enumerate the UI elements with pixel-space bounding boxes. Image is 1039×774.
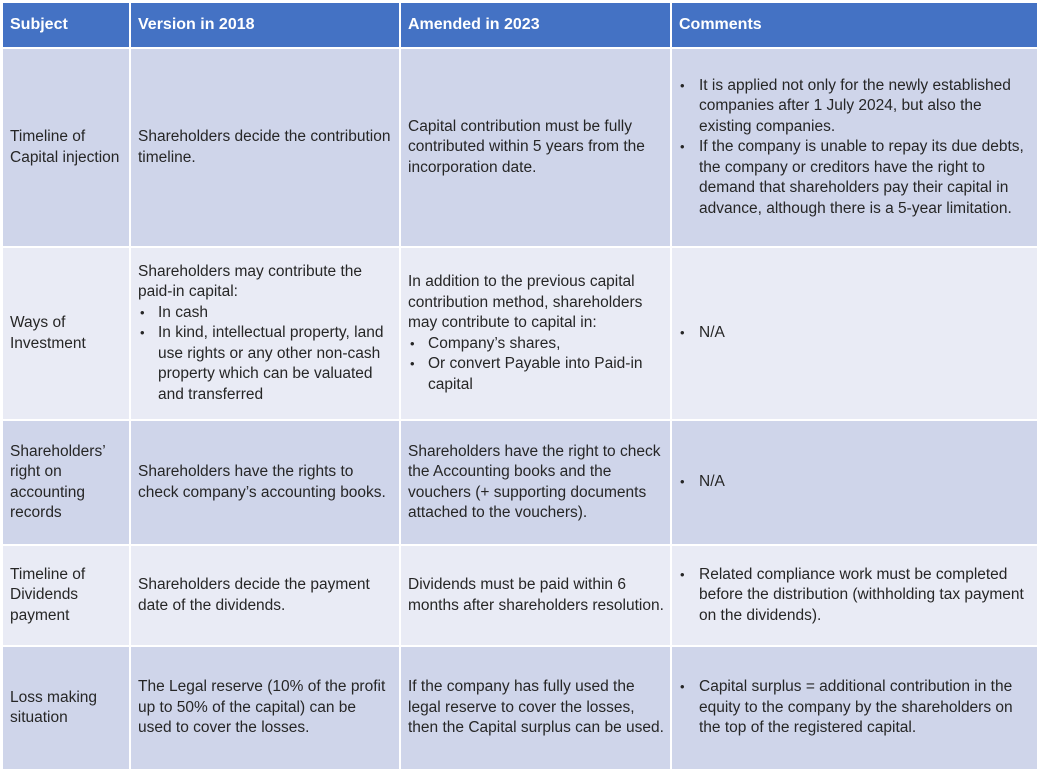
subject-cell: Loss making situation (2, 646, 130, 770)
comments-cell (671, 48, 1038, 247)
bullet-list (138, 303, 393, 406)
comment-item: • Capital surplus = additional contribution in the equity to the company by the shareholders on the top of the registered capital. (678, 677, 1031, 739)
version-2018-cell: Shareholders decide the payment date of the dividends. (130, 545, 400, 646)
comment-item: • N/A (678, 323, 1031, 344)
subject-cell: Ways of Investment (2, 247, 130, 420)
cell-intro-text: In addition to the previous capital contribution method, shareholders may contribute to capital in: (408, 273, 643, 331)
comments-cell (671, 646, 1038, 770)
bullet-item: • In cash (138, 303, 393, 324)
amended-2023-cell (400, 247, 671, 420)
version-2018-cell: The Legal reserve (10% of the profit up to 50% of the capital) can be used to cover the losses. (130, 646, 400, 770)
comment-item: • It is applied not only for the newly established companies after 1 July 2024, but also the existing companies. (678, 76, 1031, 138)
amended-2023-cell: Shareholders have the right to check the Accounting books and the vouchers (+ supporting documents attached to the vouchers). (400, 420, 671, 545)
table-row (2, 545, 1038, 646)
header-version-2018: Version in 2018 (130, 2, 400, 48)
table-row (2, 247, 1038, 420)
comments-list (678, 565, 1031, 627)
header-subject: Subject (2, 2, 130, 48)
subject-cell: Timeline of Capital injection (2, 48, 130, 247)
header-comments: Comments (671, 2, 1038, 48)
amended-2023-cell: If the company has fully used the legal reserve to cover the losses, then the Capital surplus can be used. (400, 646, 671, 770)
comments-list (678, 323, 1031, 344)
table-row (2, 48, 1038, 247)
bullet-item: • Or convert Payable into Paid-in capital (408, 354, 664, 395)
comment-item: • N/A (678, 472, 1031, 493)
comparison-table (1, 1, 1039, 771)
bullet-item: • In kind, intellectual property, land use rights or any other non-cash property which can be valuated and transferred (138, 323, 393, 405)
comments-list (678, 677, 1031, 739)
amended-2023-cell: Capital contribution must be fully contributed within 5 years from the incorporation date. (400, 48, 671, 247)
comment-item: • If the company is unable to repay its due debts, the company or creditors have the right to demand that shareholders pay their capital in advance, although there is a 5-year limitation. (678, 137, 1031, 219)
version-2018-cell: Shareholders decide the contribution timeline. (130, 48, 400, 247)
bullet-item: • Company’s shares, (408, 334, 664, 355)
amended-2023-cell: Dividends must be paid within 6 months after shareholders resolution. (400, 545, 671, 646)
comments-cell (671, 545, 1038, 646)
table-row (2, 420, 1038, 545)
comments-cell (671, 247, 1038, 420)
header-amended-2023: Amended in 2023 (400, 2, 671, 48)
subject-cell: Timeline of Dividends payment (2, 545, 130, 646)
version-2018-cell (130, 247, 400, 420)
subject-cell: Shareholders’ right on accounting records (2, 420, 130, 545)
header-row (2, 2, 1038, 48)
comments-list (678, 472, 1031, 493)
comment-item: • Related compliance work must be completed before the distribution (withholding tax payment on the dividends). (678, 565, 1031, 627)
comments-list (678, 76, 1031, 220)
table-row (2, 646, 1038, 770)
bullet-list (408, 334, 664, 396)
version-2018-cell: Shareholders have the rights to check company’s accounting books. (130, 420, 400, 545)
cell-intro-text: Shareholders may contribute the paid-in capital: (138, 262, 363, 301)
comments-cell (671, 420, 1038, 545)
